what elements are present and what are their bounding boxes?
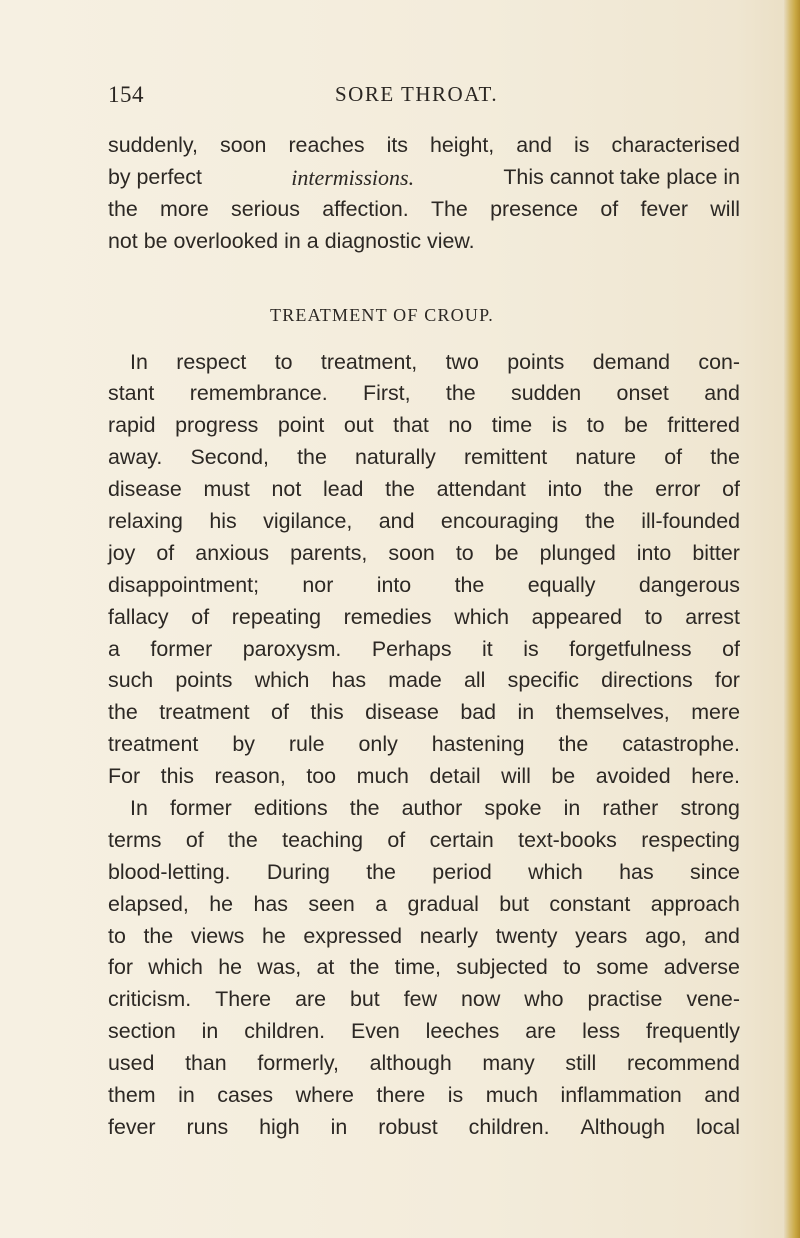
text-line: to the views he expressed nearly twenty years ago, and [108, 923, 740, 948]
text-run: This cannot take place in [503, 164, 740, 189]
text-line: used than formerly, although many still recommend [108, 1051, 740, 1076]
text-line: relaxing his vigilance, and encouraging the ill-founded [108, 509, 740, 534]
running-title: SORE THROAT. [335, 82, 499, 106]
text-line: fallacy of repeating remedies which appeared to arrest [108, 604, 740, 629]
text-line: stant remembrance. First, the sudden onset and [108, 381, 740, 406]
text-line: elapsed, he has seen a gradual but constant approach [108, 891, 740, 916]
text-line: In former editions the author spoke in rather strong [130, 796, 740, 821]
text-line: suddenly, soon reaches its height, and is characterised [108, 133, 740, 157]
text-run: by perfect [108, 164, 202, 189]
body-text [108, 130, 740, 1144]
text-line: treatment by rule only hastening the catastrophe. [108, 732, 740, 757]
italic-term: intermissions. [291, 164, 415, 190]
text-line: such points which has made all specific directions for [108, 668, 740, 693]
paragraph [108, 130, 740, 258]
section-heading: TREATMENT OF CROUP. [270, 304, 494, 325]
text-line: disappointment; nor into the equally dangerous [108, 572, 740, 597]
text-line: the treatment of this disease bad in themselves, mere [108, 700, 740, 725]
text-line: for which he was, at the time, subjected to some adverse [108, 955, 740, 980]
paragraph [108, 347, 740, 793]
text-line: In respect to treatment, two points demand con- [130, 349, 740, 374]
text-line: fever runs high in robust children. Although local [108, 1114, 740, 1139]
text-line: joy of anxious parents, soon to be plunged into bitter [108, 540, 740, 565]
text-line [108, 162, 740, 194]
text-line: the more serious affection. The presence of fever will [108, 196, 740, 221]
text-line: away. Second, the naturally remittent nature of the [108, 445, 740, 470]
text-line: terms of the teaching of certain text-books respecting [108, 827, 740, 852]
running-head [108, 82, 728, 112]
page-edge [784, 0, 800, 1238]
text-line: not be overlooked in a diagnostic view. [108, 228, 475, 253]
text-line: them in cases where there is much inflammation and [108, 1083, 740, 1108]
text-line: a former paroxysm. Perhaps it is forgetfulness of [108, 636, 740, 661]
paragraph [108, 793, 740, 1144]
text-line: For this reason, too much detail will be avoided here. [108, 764, 740, 789]
page-number: 154 [108, 82, 144, 107]
text-line: rapid progress point out that no time is to be frittered [108, 413, 740, 438]
text-line: criticism. There are but few now who practise vene- [108, 987, 740, 1012]
text-line: blood-letting. During the period which has since [108, 859, 740, 884]
text-line: disease must not lead the attendant into the error of [108, 477, 740, 502]
text-line: section in children. Even leeches are less frequently [108, 1019, 740, 1044]
